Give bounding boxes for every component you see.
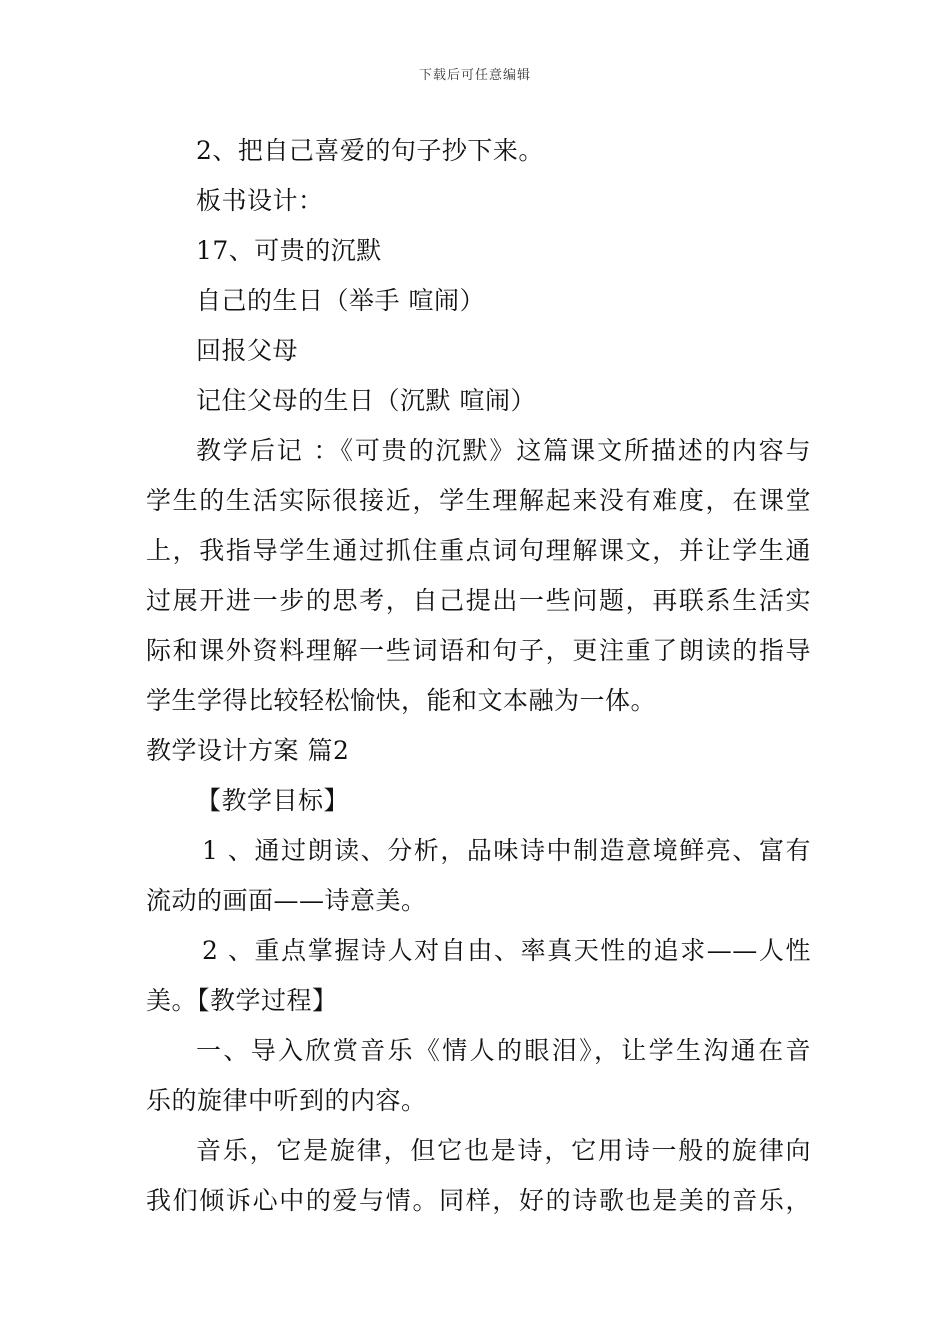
text-line: 过展开进一步的思考，自己提出一些问题，再联系生活实 — [146, 586, 811, 615]
text-line: 际和课外资料理解一些词语和句子，更注重了朗读的指导 — [146, 636, 811, 665]
text-line: 上，我指导学生通过抓住重点词句理解课文，并让学生通 — [146, 536, 811, 565]
document-body — [146, 126, 811, 1226]
text-line: 我们倾诉心中的爱与情。同样，好的诗歌也是美的音乐， — [146, 1186, 811, 1215]
section-heading: 教学设计方案 篇2 — [146, 736, 350, 765]
text-line: 学生的生活实际很接近，学生理解起来没有难度，在课堂 — [146, 486, 811, 515]
text-line: 美。【教学过程】 — [146, 986, 338, 1015]
text-line: 音乐，它是旋律，但它也是诗，它用诗一般的旋律向 — [196, 1136, 811, 1165]
text-line: 教学后记 ：《可贵的沉默》这篇课文所描述的内容与 — [196, 436, 811, 465]
text-line: 回报父母 — [196, 336, 299, 365]
text-line: 2、把自己喜爱的句子抄下来。 — [196, 136, 544, 165]
text-line: 板书设计： — [196, 186, 324, 215]
text-line: 17、可贵的沉默 — [196, 236, 382, 265]
text-line: 流动的画面——诗意美。 — [146, 886, 427, 915]
text-line: 2 、重点掌握诗人对自由、率真天性的追求——人性 — [202, 936, 811, 965]
text-line: 自己的生日（举手 喧闹） — [196, 286, 485, 315]
text-line: 乐的旋律中听到的内容。 — [146, 1086, 427, 1115]
page-header-note: 下载后可任意编辑 — [418, 68, 531, 83]
text-line: 学生学得比较轻松愉快，能和文本融为一体。 — [146, 686, 657, 715]
subsection-heading: 【教学目标】 — [196, 786, 350, 815]
text-line: 一、导入欣赏音乐《情人的眼泪》，让学生沟通在音 — [196, 1036, 811, 1065]
text-line: 记住父母的生日（沉默 喧闹） — [196, 386, 536, 415]
text-line: 1 、通过朗读、分析，品味诗中制造意境鲜亮、富有 — [202, 836, 811, 865]
